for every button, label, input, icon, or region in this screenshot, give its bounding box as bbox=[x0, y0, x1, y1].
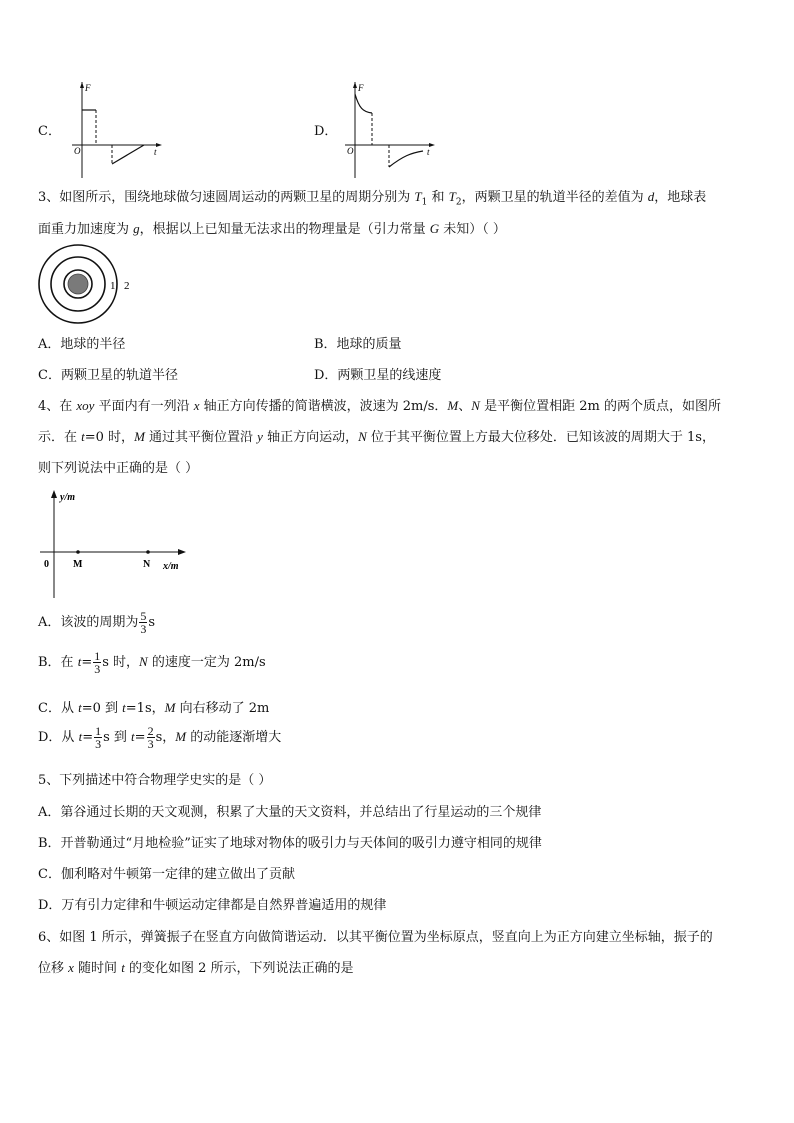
q4-point-m: M bbox=[73, 559, 83, 570]
q4-axis-x: x/m bbox=[163, 561, 179, 572]
q6-stem-line2: 位移 x 随时间 t 的变化如图 2 所示，下列说法正确的是 bbox=[38, 960, 354, 976]
q4-option-d: D．从 t= $\frac{1}{3}$ s 到 t= $\frac{2}{3}$ s，M 的动能逐渐增大 bbox=[38, 724, 282, 751]
q4-wave-figure bbox=[40, 488, 190, 600]
q2-d-axis-t: t bbox=[427, 147, 430, 157]
q5-option-c: C．伽利略对牛顿第一定律的建立做出了贡献 bbox=[38, 867, 295, 882]
q2-option-d-label: D． bbox=[314, 124, 338, 139]
q2-d-origin: O bbox=[347, 146, 354, 156]
q4-stem-line1: 4、在 xoy 平面内有一列沿 x 轴正方向传播的简谐横波，波速为 2m/s．M、N 是平衡位置相距 2m 的两个质点，如图所 bbox=[38, 398, 721, 414]
q3-option-c: C．两颗卫星的轨道半径 bbox=[38, 368, 178, 383]
q2-c-axis-f: F bbox=[85, 83, 91, 93]
q3-orbit-figure bbox=[36, 243, 136, 327]
q2-option-d-graph bbox=[345, 82, 440, 180]
q3-option-b: B．地球的质量 bbox=[314, 337, 402, 352]
q4-option-b: B．在 t= $\frac{1}{3}$ s 时，N 的速度一定为 2m/s bbox=[38, 649, 266, 676]
q5-stem: 5、下列描述中符合物理学史实的是（ ） bbox=[38, 773, 272, 788]
q4-stem-line2: 示．在 t=0 时，M 通过其平衡位置沿 y 轴正方向运动，N 位于其平衡位置上方最大位移处．已知该波的周期大于 1s， bbox=[38, 429, 715, 445]
q3-stem-line2: 面重力加速度为 g，根据以上已知量无法求出的物理量是（引力常量 G 未知）（ ） bbox=[38, 221, 506, 237]
q3-orbit-label-2: 2 bbox=[124, 280, 130, 292]
q2-option-c-graph bbox=[72, 82, 167, 180]
q2-d-axis-f: F bbox=[358, 83, 364, 93]
q5-option-b: B．开普勒通过“月地检验”证实了地球对物体的吸引力与天体间的吸引力遵守相同的规律 bbox=[38, 836, 542, 851]
q3-stem-line1: 3、如图所示，围绕地球做匀速圆周运动的两颗卫星的周期分别为 $T_1$ 和 $T_2$，两颗卫星的轨道半径的差值为 d，地球表 bbox=[38, 189, 707, 208]
q3-orbit-label-1: 1 bbox=[110, 280, 116, 292]
q4-origin: 0 bbox=[44, 559, 49, 570]
q3-option-d: D．两颗卫星的线速度 bbox=[314, 368, 442, 383]
q4-axis-y: y/m bbox=[60, 492, 75, 503]
q4-point-n: N bbox=[143, 559, 151, 570]
q5-option-d: D．万有引力定律和牛顿运动定律都是自然界普遍适用的规律 bbox=[38, 898, 387, 913]
q5-option-a: A．第谷通过长期的天文观测，积累了大量的天文资料，并总结出了行星运动的三个规律 bbox=[38, 805, 542, 820]
q2-c-axis-t: t bbox=[154, 147, 157, 157]
q2-c-origin: O bbox=[74, 146, 81, 156]
q2-option-c-label: C． bbox=[38, 124, 61, 139]
q4-stem-line3: 则下列说法中正确的是（ ） bbox=[38, 461, 199, 476]
q3-option-a: A．地球的半径 bbox=[38, 337, 126, 352]
q4-option-a: A．该波的周期为 $\frac{5}{3}$ s bbox=[38, 609, 156, 636]
q6-stem-line1: 6、如图 1 所示，弹簧振子在竖直方向做简谐运动．以其平衡位置为坐标原点，竖直向上为正方向建立坐标轴，振子的 bbox=[38, 930, 713, 945]
q4-option-c: C．从 t=0 到 t=1s，M 向右移动了 2m bbox=[38, 700, 270, 716]
